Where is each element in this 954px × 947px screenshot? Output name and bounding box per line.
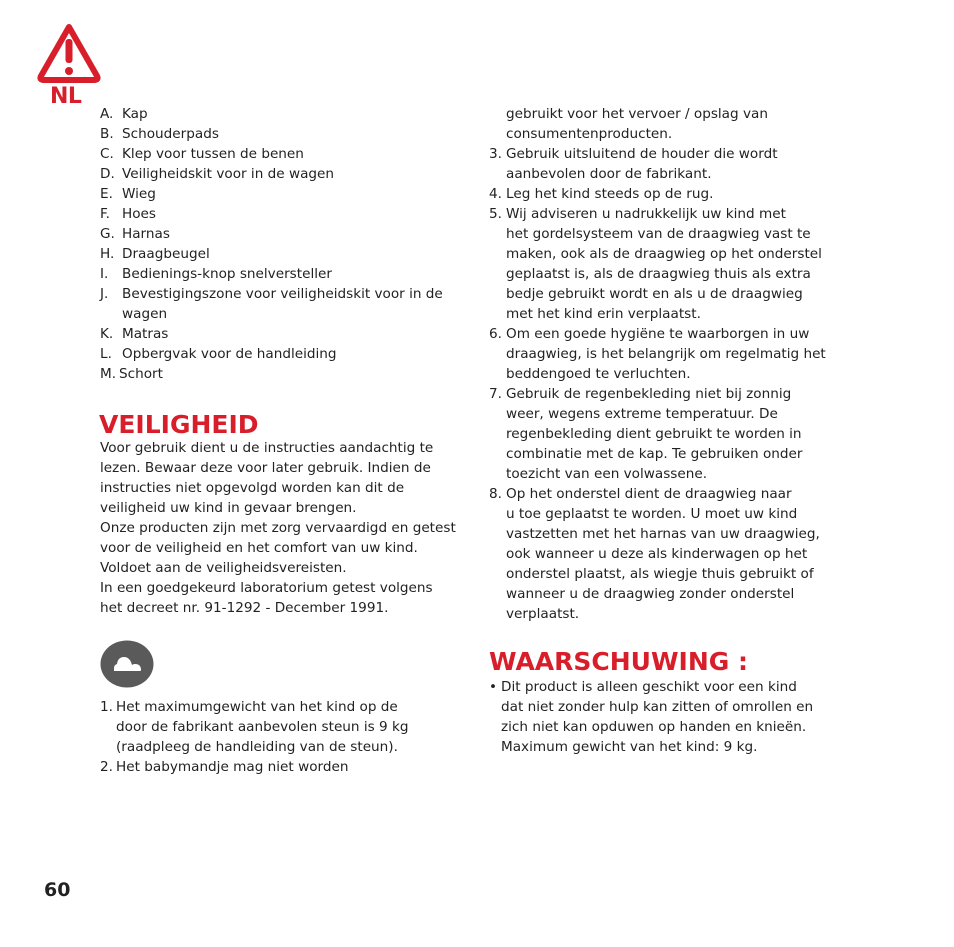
- text-line: Op het onderstel dient de draagwieg naar: [506, 486, 792, 502]
- text-line: onderstel plaatst, als wiegje thuis gebruikt of: [506, 566, 814, 582]
- text-line: u toe geplaatst te worden. U moet uw kind: [506, 506, 798, 522]
- text-line: Onze producten zijn met zorg vervaardigd en getest: [100, 520, 456, 536]
- list-item: [489, 204, 826, 324]
- item-key: H.: [100, 246, 115, 262]
- text-line: draagwieg, is het belangrijk om regelmatig het: [506, 346, 826, 362]
- list-item: [100, 364, 470, 384]
- item-text: Bedienings-knop snelversteller: [122, 266, 332, 282]
- text-line: met het kind erin verplaatst.: [506, 306, 701, 322]
- text-line: Maximum gewicht van het kind: 9 kg.: [501, 739, 758, 755]
- item-number: 7.: [489, 386, 502, 402]
- text-line: Het maximumgewicht van het kind op de: [116, 699, 398, 715]
- item-text: Harnas: [122, 226, 170, 242]
- item-text: [501, 677, 813, 757]
- text-line: ook wanneer u deze als kinderwagen op het: [506, 546, 808, 562]
- text-line: verplaatst.: [506, 606, 580, 622]
- item-key: E.: [100, 186, 113, 202]
- item-number: 2.: [100, 759, 113, 775]
- list-item: [489, 324, 826, 384]
- page-number: 60: [44, 879, 71, 901]
- item-number: 5.: [489, 206, 502, 222]
- item-key: C.: [100, 146, 114, 162]
- text-line: maken, ook als de draagwieg op het onderstel: [506, 246, 822, 262]
- item-number: 4.: [489, 186, 502, 202]
- item-text: Matras: [122, 326, 169, 342]
- text-line: Gebruik de regenbekleding niet bij zonnig: [506, 386, 792, 402]
- list-item: [100, 144, 470, 164]
- item-text: Draagbeugel: [122, 246, 210, 262]
- item-key: D.: [100, 166, 115, 182]
- list-item: [100, 757, 409, 777]
- list-item: [100, 104, 470, 124]
- safety-paragraph: [100, 438, 480, 618]
- item-text: [506, 204, 822, 324]
- text-line: dat niet zonder hulp kan zitten of omrollen en: [501, 699, 814, 715]
- item-text: Schort: [119, 366, 163, 382]
- list-item: [100, 204, 470, 224]
- item-key: A.: [100, 106, 114, 122]
- text-line: zich niet kan opduwen op handen en knieën.: [501, 719, 807, 735]
- stand-instructions-list: [100, 697, 409, 777]
- item-key: I.: [100, 266, 109, 282]
- list-item: [100, 264, 470, 284]
- text-line: regenbekleding dient gebruikt te worden in: [506, 426, 802, 442]
- item-number: 3.: [489, 146, 502, 162]
- item-number: 8.: [489, 486, 502, 502]
- stand-icon: [100, 640, 154, 688]
- safety-heading: VEILIGHEID: [99, 410, 259, 439]
- text-line: door de fabrikant aanbevolen steun is 9 kg: [116, 719, 409, 735]
- item-key: G.: [100, 226, 115, 242]
- parts-list: [100, 104, 470, 384]
- item-text-line: wagen: [122, 306, 168, 322]
- text-line: Voor gebruik dient u de instructies aandachtig te: [100, 440, 434, 456]
- warning-triangle-icon: [36, 22, 102, 84]
- item-text: [506, 184, 713, 204]
- item-key: J.: [100, 286, 109, 302]
- list-item: [100, 697, 409, 757]
- text-line: combinatie met de kap. Te gebruiken onder: [506, 446, 803, 462]
- item-text: Kap: [122, 106, 148, 122]
- text-line: Gebruik uitsluitend de houder die wordt: [506, 146, 778, 162]
- warning-heading: WAARSCHUWING :: [489, 647, 748, 676]
- text-line: toezicht van een volwassene.: [506, 466, 708, 482]
- text-line: voor de veiligheid en het comfort van uw kind.: [100, 540, 418, 556]
- text-line: wanneer u de draagwieg zonder onderstel: [506, 586, 795, 602]
- item-key: L.: [100, 346, 112, 362]
- list-item: [489, 677, 813, 757]
- item-key: M.: [100, 366, 117, 382]
- item-key: K.: [100, 326, 114, 342]
- text-line: weer, wegens extreme temperatuur. De: [506, 406, 778, 422]
- item-text: Schouderpads: [122, 126, 219, 142]
- item-text: [506, 144, 778, 184]
- list-item: [489, 384, 826, 484]
- right-instructions-list: [489, 104, 826, 624]
- list-item: [100, 244, 470, 264]
- text-line: Voldoet aan de veiligheidsvereisten.: [100, 560, 347, 576]
- item-number: 1.: [100, 699, 113, 715]
- text-line: Wij adviseren u nadrukkelijk uw kind met: [506, 206, 786, 222]
- item-text: [506, 104, 768, 144]
- text-line: vastzetten met het harnas van uw draagwieg,: [506, 526, 820, 542]
- list-item: [489, 484, 826, 624]
- list-item: [100, 184, 470, 204]
- text-line: consumentenproducten.: [506, 126, 673, 142]
- text-line: Leg het kind steeds op de rug.: [506, 186, 714, 202]
- item-number: 6.: [489, 326, 502, 342]
- text-line: gebruikt voor het vervoer / opslag van: [506, 106, 768, 122]
- item-text: Klep voor tussen de benen: [122, 146, 304, 162]
- item-text-line: Bevestigingszone voor veiligheidskit voor in de: [122, 286, 443, 302]
- list-item: [100, 124, 470, 144]
- item-text: Hoes: [122, 206, 156, 222]
- text-line: lezen. Bewaar deze voor later gebruik. Indien de: [100, 460, 431, 476]
- item-text: Opbergvak voor de handleiding: [122, 346, 337, 362]
- item-text: [116, 697, 409, 757]
- text-line: het gordelsysteem van de draagwieg vast te: [506, 226, 811, 242]
- text-line: aanbevolen door de fabrikant.: [506, 166, 712, 182]
- list-item: [100, 324, 470, 344]
- item-text: [506, 324, 826, 384]
- text-line: het decreet nr. 91-1292 - December 1991.: [100, 600, 389, 616]
- list-item: [100, 164, 470, 184]
- text-line: Dit product is alleen geschikt voor een kind: [501, 679, 797, 695]
- list-item: [489, 184, 826, 204]
- warning-list: [489, 677, 813, 757]
- text-line: veiligheid uw kind in gevaar brengen.: [100, 500, 357, 516]
- text-line: (raadpleeg de handleiding van de steun).: [116, 739, 398, 755]
- list-item: [100, 224, 470, 244]
- item-key: F.: [100, 206, 110, 222]
- text-line: Het babymandje mag niet worden: [116, 759, 349, 775]
- item-text: [122, 284, 443, 324]
- text-line: In een goedgekeurd laboratorium getest volgens: [100, 580, 433, 596]
- item-key: B.: [100, 126, 114, 142]
- bullet: •: [489, 679, 498, 695]
- list-item-continuation: [489, 104, 826, 144]
- item-text: [506, 384, 802, 484]
- item-text: [116, 757, 348, 777]
- text-line: bedje gebruikt wordt en als u de draagwieg: [506, 286, 803, 302]
- item-text: Wieg: [122, 186, 156, 202]
- list-item: [100, 344, 470, 364]
- list-item: [489, 144, 826, 184]
- text-line: instructies niet opgevolgd worden kan dit de: [100, 480, 405, 496]
- item-text: Veiligheidskit voor in de wagen: [122, 166, 335, 182]
- list-item: [100, 284, 470, 324]
- text-line: geplaatst is, als de draagwieg thuis als extra: [506, 266, 811, 282]
- language-code: NL: [50, 84, 82, 109]
- item-text: [506, 484, 820, 624]
- text-line: Om een goede hygiëne te waarborgen in uw: [506, 326, 810, 342]
- text-line: beddengoed te verluchten.: [506, 366, 691, 382]
